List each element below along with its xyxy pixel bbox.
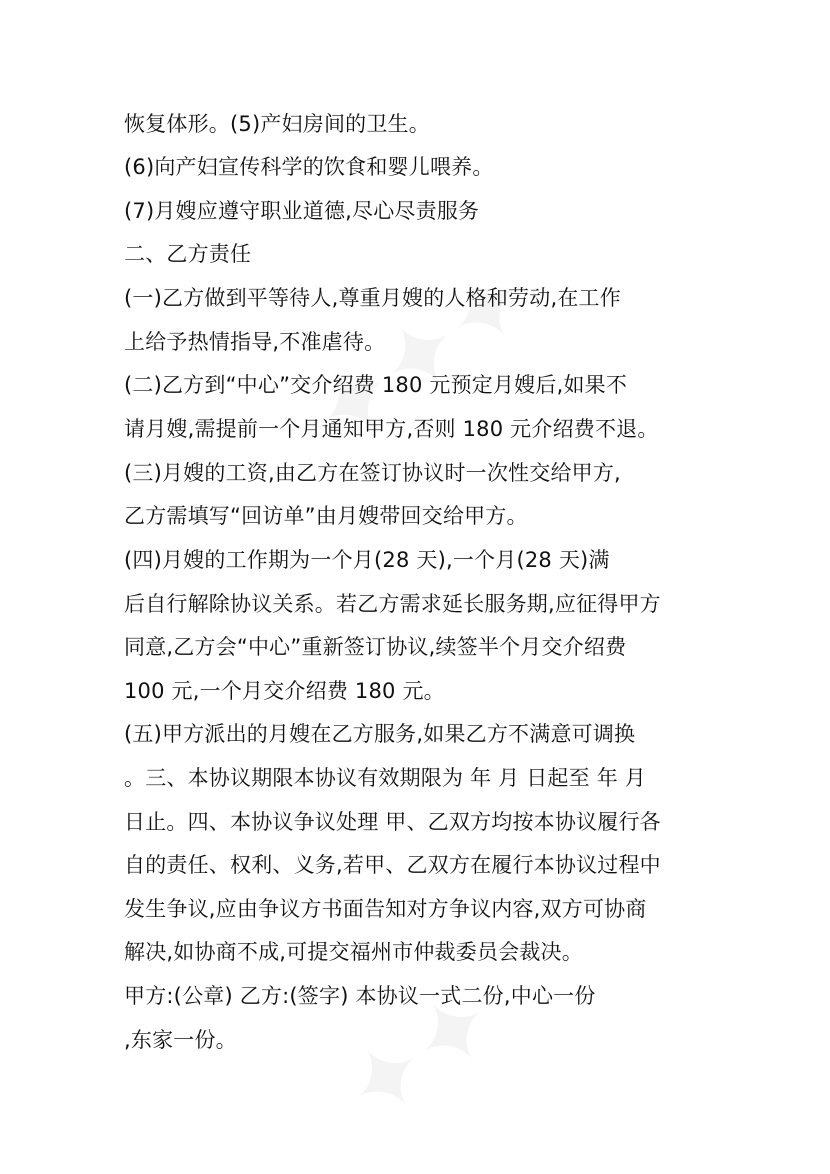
text-line: 100 元,一个月交介绍费 180 元。: [124, 679, 445, 703]
text-line: 解决,如协商不成,可提交福州市仲裁委员会裁决。: [124, 940, 583, 964]
text-line: (6)向产妇宣传科学的饮食和婴儿喂养。: [124, 155, 494, 179]
text-line: 同意,乙方会“中心”重新签订协议,续签半个月交介绍费: [124, 635, 627, 659]
section-heading: 二、乙方责任: [124, 242, 252, 266]
text-line: (一)乙方做到平等待人,尊重月嫂的人格和劳动,在工作: [124, 286, 621, 310]
text-line: (四)月嫂的工作期为一个月(28 天),一个月(28 天)满: [124, 548, 610, 572]
text-line: 乙方需填写“回访单”由月嫂带回交给甲方。: [124, 504, 528, 528]
text-line: (7)月嫂应遵守职业道德,尽心尽责服务: [124, 199, 480, 223]
text-line: 。三、本协议期限本协议有效期限为 年 月 日起至 年 月: [124, 766, 646, 790]
text-line: (三)月嫂的工资,由乙方在签订协议时一次性交给甲方,: [124, 461, 621, 485]
text-line: ,东家一份。: [124, 1028, 237, 1052]
text-line: 后自行解除协议关系。若乙方需求延长服务期,应征得甲方: [124, 592, 661, 616]
text-line: 发生争议,应由争议方书面告知对方争议内容,双方可协商: [124, 897, 647, 921]
text-line: 上给予热情指导,不准虐待。: [124, 330, 386, 354]
text-line: 日止。四、本协议争议处理 甲、乙双方均按本协议履行各: [124, 810, 661, 834]
text-line: (五)甲方派出的月嫂在乙方服务,如果乙方不满意可调换: [124, 722, 636, 746]
text-line: 恢复体形。(5)产妇房间的卫生。: [124, 112, 430, 136]
text-line: (二)乙方到“中心”交介绍费 180 元预定月嫂后,如果不: [124, 373, 628, 397]
text-line: 自的责任、权利、义务,若甲、乙双方在履行本协议过程中: [124, 853, 661, 877]
text-line: 请月嫂,需提前一个月通知甲方,否则 180 元介绍费不退。: [124, 417, 659, 441]
signature-line: 甲方:(公章) 乙方:(签字) 本协议一式二份,中心一份: [124, 984, 596, 1008]
